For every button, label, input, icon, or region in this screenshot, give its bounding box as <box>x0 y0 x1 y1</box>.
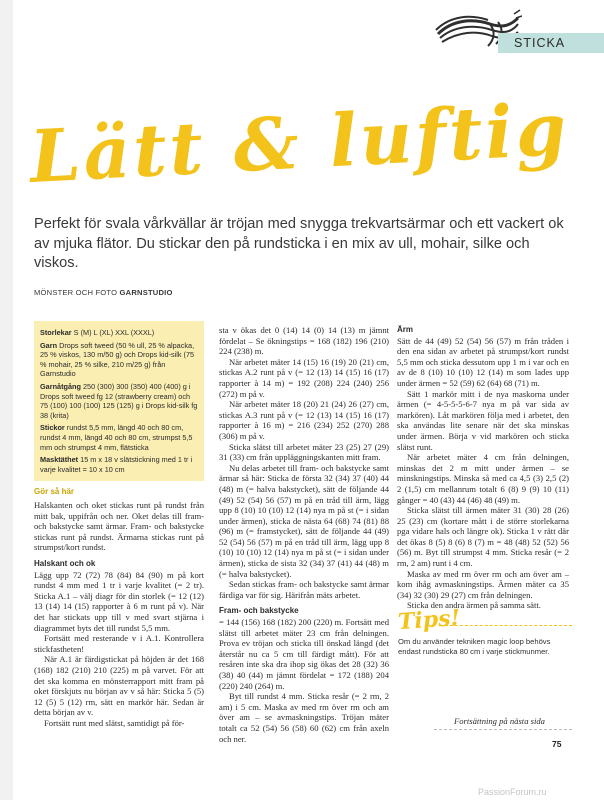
paragraph: När arbetet mäter 4 cm från delningen, minskas det 2 m mitt under ärmen – se minskningstips. Minska så med ca 4,5 (3) 2,5 (2) 2 (1,5) cm mellanrum totalt 6 (8) 9 (9) 10 (11) gånger = 40 (43) 44 (46) 48 (49) m. <box>397 452 569 505</box>
sizes-value: S (M) L (XL) XXL (XXXL) <box>73 328 155 337</box>
paragraph: Sticka den andra ärmen på samma sätt. <box>407 600 541 611</box>
section-tab: STICKA <box>498 33 604 53</box>
paragraph: Sticka slätst till ärmen mäter 31 (30) 28 (26) 25 (23) cm (kortare mått i de större storlekarna pga vidare hals och längre ok). Sticka 1 v rätt där det ökas 8 (5) 8 (6) 8 (7) m = 48 (48) 52 (52) 56 (56) m. Byt till strumpst 4 mm. Sticka resår (= 2 rm, 2 am) runt i 4 cm. <box>397 505 569 569</box>
subheading: Halskant och ok <box>34 558 96 568</box>
page-title: Lätt & luftig <box>27 85 572 199</box>
column-2 <box>219 325 389 744</box>
paragraph: Nu delas arbetet till fram- och bakstycke samt ärmar så här: Sticka de första 32 (34) 37 (40) 44 (48) m (= halva bakstycket), sätt de följande 44 (49) 52 (54) 56 (57) m på en tråd till ärm, lägg upp 8 (10) 10 (10) 12 (14) nya m på st (= i sidan under ärmen), sticka de nästa 64 (68) 74 (81) 88 (96) m (= framstycket), sätt de följande 44 (49) 52 (54) 56 (57) m på en tråd till ärm, lägg upp 8 (10) 10 (10) 12 (14) nya m på st (= i sidan under ärmen), sticka de sista 32 (34) 37 (41) 44 (48) m (= halva bakstycket). <box>219 462 389 579</box>
paragraph: Sätt de 44 (49) 52 (54) 56 (57) m från tråden i den ena sidan av arbetet på strumpst/kort rundst 5,5 mm och sticka dessutom upp 1 m i var och en av de 8 (10) 10 (10) 12 (14) m som lades upp under ärmen = 52 (59) 62 (64) 68 (71) m. <box>397 335 569 388</box>
watermark: PassionForum.ru <box>478 787 547 797</box>
paragraph: Maska av med rm över rm och am över am – kom ihåg avmaskningstips. Ärmen mäter ca 35 (34) 32 (30) 29 (27) cm från delningen. <box>397 568 569 600</box>
column-1 <box>34 500 204 728</box>
gauge-label: Masktäthet <box>40 455 79 465</box>
credit-line <box>34 288 173 297</box>
paragraph: sta v ökas det 0 (14) 14 (0) 14 (13) m jämnt fördelat – Se ökningstips = 168 (182) 196 (210) 224 (238) m. <box>219 325 389 357</box>
paragraph: Fortsätt med resterande v i A.1. Kontrollera stickfastheten! <box>34 633 204 654</box>
yarn-value: Drops soft tweed (50 % ull, 25 % alpacka, 25 % viskos, 130 m/50 g) och Drops kid-silk (75 % mohair, 25 % silke, 210 m/25 g) från Garnstudio <box>40 340 195 379</box>
paragraph: Halskanten och oket stickas runt på rundst från mitt bak, uppifrån och ner. Oket delas till fram- och bakstycke samt ärmar. Fram- och bakstycke stickas runt på rundst. Ärmarna stickas runt på strumpst/kort rundst. <box>34 500 204 553</box>
tips-divider <box>440 625 572 626</box>
paragraph: När arbetet mäter 18 (20) 21 (24) 26 (27) cm, stickas A.3 runt på v (= 12 (13) 14 (15) 16 (17) rapporter à 16 m) = 216 (234) 252 (270) 288 (306) m på v. <box>219 399 389 441</box>
yarn-amount-label: Garnåtgång <box>40 381 81 391</box>
credit-prefix: MÖNSTER OCH FOTO <box>34 288 118 297</box>
tips-text: Om du använder tekniken magic loop behövs endast rundsticka 80 cm i varje stickmunmer. <box>398 637 551 656</box>
needles-value: rundst 5,5 mm, längd 40 och 80 cm, rundst 4 mm, längd 40 och 80 cm, strumpst 5,5 mm och strumpst 4 mm, flätsticka <box>40 423 193 452</box>
subheading: Fram- och bakstycke <box>219 606 299 616</box>
paragraph: När arbetet mäter 14 (15) 16 (19) 20 (21) cm, stickas A.2 runt på v (= 12 (13) 14 (15) 16 (17) rapporter à 14 m) = 192 (208) 224 (240) 256 (272) m på v. <box>219 356 389 399</box>
instructions-heading: Gör så här <box>34 487 75 496</box>
sizes-label: Storlekar <box>40 328 72 337</box>
page-number: 75 <box>552 739 562 749</box>
paragraph: Sticka slätst till arbetet mäter 23 (25) 27 (29) 31 (33) cm från uppläggningskanten mitt fram. <box>219 441 389 463</box>
footer-divider <box>434 729 572 730</box>
needles-label: Stickor <box>40 423 65 433</box>
gauge-value: 15 m x 18 v slätstickning med 1 tr i varje kvalitet = 10 x 10 cm <box>40 455 193 474</box>
paragraph: Byt till rundst 4 mm. Sticka resår (= 2 rm, 2 am) i 5 cm. Maska av med rm över rm och am över am – se avmaskningstips. Tröjan mäter totalt ca 52 (54) 56 (58) 60 (62) cm från axeln och ner. <box>219 691 389 744</box>
yarn-amount-value: 250 (300) 300 (350) 400 (400) g i Drops soft tweed fg 12 (strawberry cream) och 75 (100) 100 (100) 125 (125) g i Drops kid-silk fg 38 (krita) <box>40 381 198 420</box>
paragraph: Lägg upp 72 (72) 78 (84) 84 (90) m på kort rundst 4 mm med 1 tr i varje kvalitet (= 2 tr). Sticka A.1 – välj diagr för din storlek (= 12 (12) 13 (14) 14 (15) rapporter à 6 m runt på v). När det har stickats upp till v med svart stjärna i diagrammet byts det till rundst 5,5 mm. <box>34 569 204 633</box>
page-edge-strip <box>0 0 13 800</box>
subheading: Ärm <box>397 325 414 334</box>
continued-note: Fortsättning på nästa sida <box>454 716 545 726</box>
paragraph: Sedan stickas fram- och bakstycke samt ärmar färdiga var för sig. Härifrån mäts arbetet. <box>219 579 389 600</box>
paragraph: Fortsätt runt med slätst, samtidigt på för- <box>44 717 185 728</box>
paragraph: = 144 (156) 168 (182) 200 (220) m. Fortsätt med slätst till arbetet mäter 23 cm från delningen. Prova ev tröjan och sticka till önskad längd (det återstår nu ca 5 cm till färdigt mått). För att resåren inte ska dra ihop sig ökas det 28 (32) 36 (38) 40 (44) m jämnt fördelat = 172 (188) 204 (220) 240 (264) m. <box>219 617 389 691</box>
paragraph: Sätt 1 markör mitt i de nya maskorna under ärmen (= 4-5-5-5-6-7 nya m på var sida av markören). Låt markören följa med i arbetet, den ska användas lite senare när det ska minskas under ärmen. Börja v vid markören och sticka slätst runt. <box>397 388 569 452</box>
tips-title: Tips! <box>397 604 461 636</box>
lede-paragraph: Perfekt för svala vårkvällar är tröjan med snygga trekvartsärmar och ett vackert ok av mjuka flätor. Du stickar den på rundsticka i en mix av ull, mohair, silke och viskos. <box>34 216 564 271</box>
column-3 <box>397 325 569 611</box>
pattern-info-box <box>34 321 204 481</box>
yarn-label: Garn <box>40 340 58 350</box>
paragraph: När A.1 är färdigstickat på höjden är det 168 (168) 182 (210) 210 (225) m på varvet. För att det ska komma en mönsterrapport mitt fram på oket förskjuts nu början av v så här: Sticka 5 (5) 12 (5) 5 (12) rm, sätt en markör här. Sedan är detta början av v. <box>34 654 204 718</box>
credit-name: GARNSTUDIO <box>119 288 173 297</box>
